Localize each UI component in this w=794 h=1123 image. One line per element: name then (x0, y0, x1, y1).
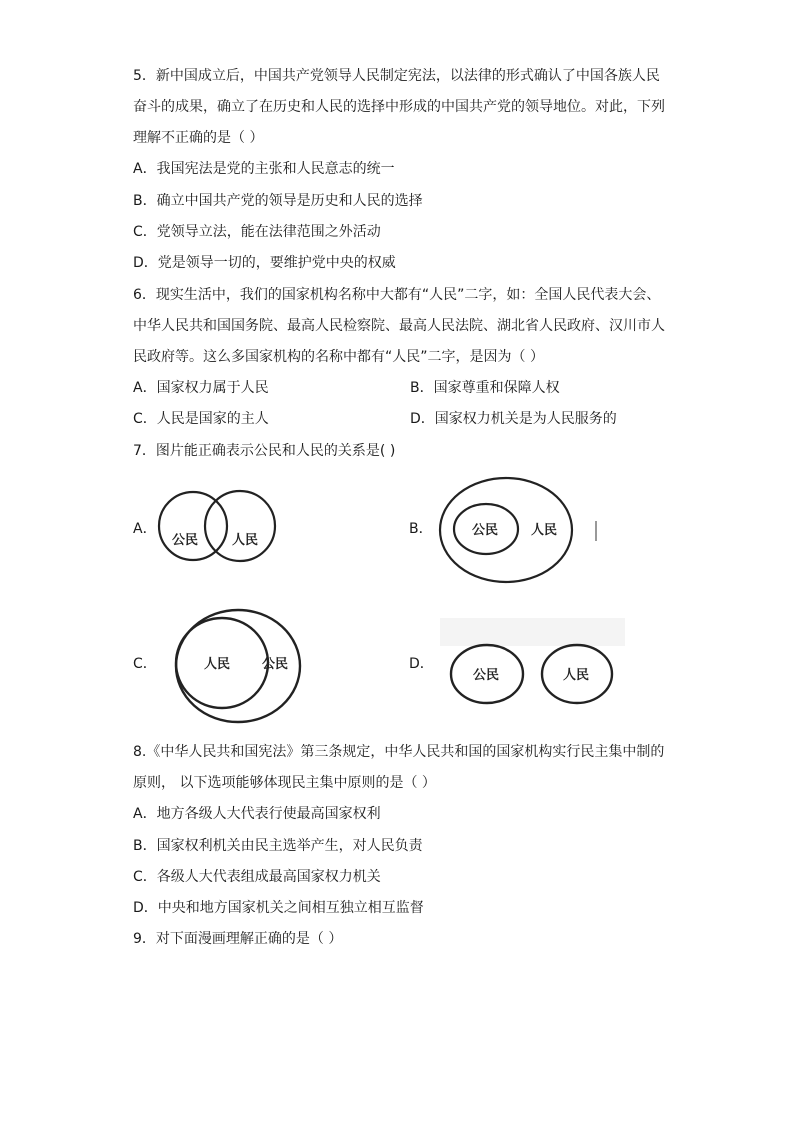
q5-stem-line-3: 理解不正确的是（ ） (133, 130, 264, 146)
q5-option-b: B．确立中国共产党的领导是历史和人民的选择 (133, 193, 423, 209)
q8-option-c: C．各级人大代表组成最高国家权力机关 (133, 869, 381, 885)
q6-stem-line-2: 中华人民共和国国务院、最高人民检察院、最高人民法院、湖北省人民政府、汉川市人 (133, 318, 665, 334)
diagram-b-inner-label: 公民 (472, 523, 499, 538)
q7-diagram-b (436, 475, 606, 585)
q6-option-d: D．国家权力机关是为人民服务的 (410, 411, 617, 427)
q6-option-b: B．国家尊重和保障人权 (410, 380, 560, 396)
diagram-d-left-label: 公民 (473, 668, 500, 683)
q6-option-a: A．国家权力属于人民 (133, 380, 269, 396)
diagram-a-right-circle (205, 491, 275, 561)
q5-stem-line-1: 5．新中国成立后，中国共产党领导人民制定宪法，以法律的形式确认了中国各族人民 (133, 68, 660, 84)
q7-option-d-label: D． (409, 656, 434, 672)
q8-option-d: D．中央和地方国家机关之间相互独立相互监督 (133, 900, 424, 916)
diagram-c-inner-label: 人民 (204, 657, 231, 672)
q5-option-c: C．党领导立法，能在法律范围之外活动 (133, 224, 381, 240)
q7-diagram-d (440, 618, 630, 708)
q7-option-b-label: B． (409, 521, 433, 537)
diagram-a-left-label: 公民 (172, 533, 199, 548)
q7-option-c-label: C． (133, 656, 157, 672)
diagram-a-left-circle (159, 492, 227, 560)
diagram-a-right-label: 人民 (232, 533, 259, 548)
diagram-d-right-label: 人民 (563, 668, 590, 683)
q6-option-c: C．人民是国家的主人 (133, 411, 269, 427)
q8-stem-line-1: 8.《中华人民共和国宪法》第三条规定，中华人民共和国的国家机构实行民主集中制的 (133, 744, 665, 760)
q7-stem: 7．图片能正确表示公民和人民的关系是( ) (133, 443, 396, 459)
q5-option-a: A．我国宪法是党的主张和人民意志的统一 (133, 161, 395, 177)
q7-diagram-c (162, 607, 302, 725)
q7-diagram-a (155, 483, 285, 575)
q8-stem-line-2: 原则， 以下选项能够体现民主集中原则的是（ ） (133, 775, 436, 791)
q8-option-b: B．国家权利机关由民主选举产生，对人民负责 (133, 838, 423, 854)
diagram-b-outer-label: 人民 (531, 523, 558, 538)
diagram-c-outer-label: 公民 (262, 657, 289, 672)
diagram-d-faded-background (440, 618, 625, 646)
q6-stem-line-3: 民政府等。这么多国家机构的名称中都有“人民”二字，是因为（ ） (133, 349, 544, 365)
q8-option-a: A．地方各级人大代表行使最高国家权利 (133, 806, 381, 822)
q7-option-a-label: A． (133, 521, 157, 537)
q9-stem: 9．对下面漫画理解正确的是（ ） (133, 931, 343, 947)
q6-stem-line-1: 6．现实生活中，我们的国家机构名称中大都有“人民”二字，如：全国人民代表大会、 (133, 287, 661, 303)
q5-stem-line-2: 奋斗的成果，确立了在历史和人民的选择中形成的中国共产党的领导地位。对此，下列 (133, 99, 665, 115)
q5-option-d: D．党是领导一切的，要维护党中央的权威 (133, 255, 396, 271)
